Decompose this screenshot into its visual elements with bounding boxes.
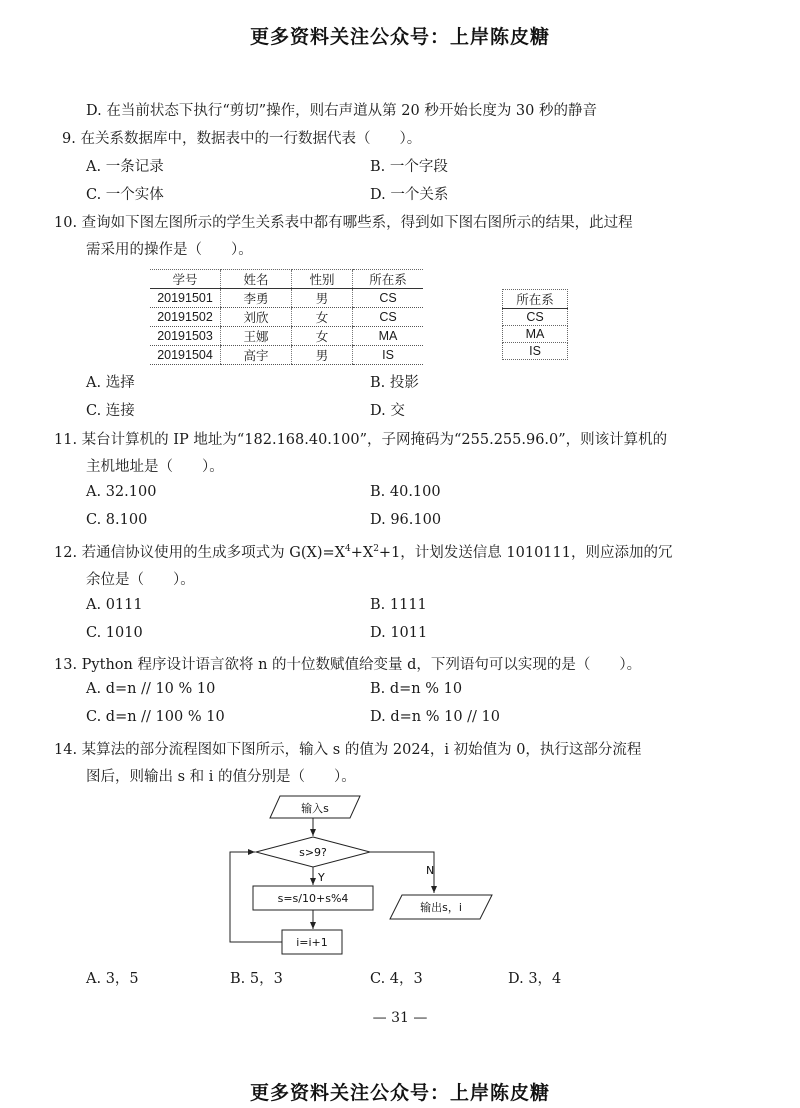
q12-option-c: C. 1010	[86, 625, 143, 641]
table-cell: 男	[292, 346, 353, 365]
table-cell: 20191502	[150, 308, 221, 327]
q8-option-d: D. 在当前状态下执行“剪切”操作，则右声道从第 20 秒开始长度为 30 秒的静音	[86, 103, 597, 119]
q12-exponent: 4	[344, 544, 351, 554]
q9-option-a: A. 一条记录	[86, 159, 164, 175]
col-header: 所在系	[353, 270, 424, 289]
q11-option-a: A. 32.100	[86, 484, 157, 500]
flow-no-label: N	[426, 864, 435, 877]
flow-process2-label: i=i+1	[296, 936, 328, 949]
q13-option-c: C. d=n // 100 % 10	[86, 709, 225, 725]
q12-stem-text: +X	[350, 545, 374, 561]
q10-option-a: A. 选择	[86, 375, 135, 391]
q14-option-b: B. 5，3	[230, 971, 283, 987]
q12-option-d: D. 1011	[370, 625, 428, 641]
table-cell: CS	[353, 289, 424, 308]
page-header: 更多资料关注公众号：上岸陈皮糖	[249, 26, 550, 48]
col-header: 学号	[150, 270, 221, 289]
q13-option-a: A. d=n // 10 % 10	[86, 681, 216, 697]
q12-option-a: A. 0111	[86, 597, 143, 613]
q14-stem-line2: 图后，则输出 s 和 i 的值分别是（ ）。	[86, 769, 356, 785]
q11-option-d: D. 96.100	[370, 512, 442, 528]
table-cell: 男	[292, 289, 353, 308]
q9-option-b: B. 一个字段	[370, 159, 448, 175]
table-cell: IS	[353, 346, 424, 365]
page-number: — 31 —	[372, 1010, 428, 1026]
q14-option-d: D. 3，4	[508, 971, 562, 987]
flow-input-label: 输入s	[301, 802, 329, 815]
q14-option-c: C. 4，3	[370, 971, 423, 987]
table-cell: 刘欣	[221, 308, 292, 327]
flow-output-label: 输出s，i	[420, 901, 462, 914]
table-cell: 20191504	[150, 346, 221, 365]
flow-no-arrow	[370, 852, 434, 893]
table-cell: 20191501	[150, 289, 221, 308]
q11-stem-line1: 11. 某台计算机的 IP 地址为“182.168.40.100”，子网掩码为“255.255.96.0”，则该计算机的	[54, 432, 668, 448]
q12-stem-line2: 余位是（ ）。	[86, 572, 195, 588]
q12-exponent: 2	[373, 544, 379, 554]
table-cell: 女	[292, 308, 353, 327]
table-cell: 20191503	[150, 327, 221, 346]
q14-stem-line1: 14. 某算法的部分流程图如下图所示，输入 s 的值为 2024，i 初始值为 0，执行这部分流程	[54, 742, 642, 758]
col-header: 姓名	[221, 270, 292, 289]
q12-stem-text: 12. 若通信协议使用的生成多项式为 G(X)=X	[54, 545, 345, 561]
q12-option-b: B. 1111	[370, 597, 427, 613]
q10-stem-line1: 10. 查询如下图左图所示的学生关系表中都有哪些系，得到如下图右图所示的结果，此过程	[54, 215, 633, 231]
table-cell: 王娜	[221, 327, 292, 346]
q11-option-c: C. 8.100	[86, 512, 148, 528]
flow-yes-label: Y	[318, 871, 325, 884]
col-header: 性别	[292, 270, 353, 289]
q12-stem-text: +1，计划发送信息 1010111，则应添加的冗	[378, 545, 673, 561]
q14-option-a: A. 3，5	[86, 971, 139, 987]
q10-stem-line2: 需采用的操作是（ ）。	[86, 242, 253, 258]
q10-option-d: D. 交	[370, 403, 405, 419]
col-header: 所在系	[503, 290, 568, 309]
table-cell: 李勇	[221, 289, 292, 308]
table-cell: CS	[503, 309, 568, 326]
q9-option-c: C. 一个实体	[86, 187, 164, 203]
q13-option-d: D. d=n % 10 // 10	[370, 709, 500, 725]
table-cell: 高宇	[221, 346, 292, 365]
flow-process1-label: s=s/10+s%4	[277, 892, 349, 905]
q13-stem: 13. Python 程序设计语言欲将 n 的十位数赋值给变量 d，下列语句可以实现的是（ ）。	[54, 657, 642, 673]
q10-option-c: C. 连接	[86, 403, 135, 419]
flow-condition-label: s>9?	[299, 846, 327, 859]
q13-option-b: B. d=n % 10	[370, 681, 463, 697]
table-cell: IS	[503, 343, 568, 360]
q11-option-b: B. 40.100	[370, 484, 441, 500]
q9-stem: 9. 在关系数据库中，数据表中的一行数据代表（ ）。	[62, 131, 422, 147]
table-cell: MA	[503, 326, 568, 343]
page-footer: 更多资料关注公众号：上岸陈皮糖	[249, 1082, 550, 1104]
q9-option-d: D. 一个关系	[370, 187, 449, 203]
q10-option-b: B. 投影	[370, 375, 419, 391]
table-cell: MA	[353, 327, 424, 346]
q11-stem-line2: 主机地址是（ ）。	[86, 459, 224, 475]
table-cell: 女	[292, 327, 353, 346]
table-cell: CS	[353, 308, 424, 327]
